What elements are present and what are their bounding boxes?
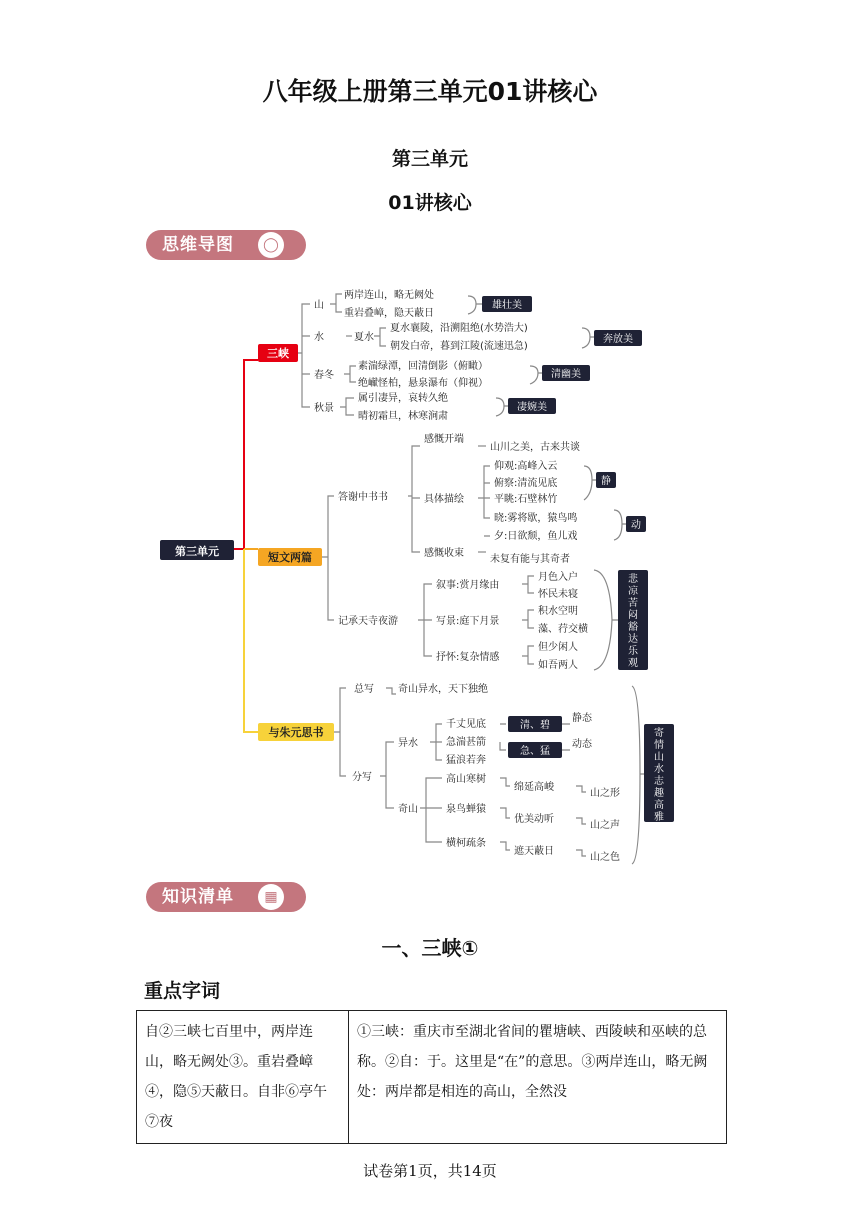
section-title: 一、三峡① (381, 936, 479, 960)
tag-jimeng: 急、猛 (520, 746, 550, 757)
mindmap-badge-label: 思维导图 (162, 235, 234, 255)
node-jituan: 急湍甚箭 (446, 737, 486, 748)
node-chundong-1: 素湍绿潭，回清倒影（俯瞰） (358, 361, 488, 372)
tag-qiwan: 凄婉美 (517, 402, 547, 413)
node-qianzhang: 千丈见底 (446, 719, 486, 730)
tag-jing: 静 (601, 476, 611, 487)
branch-zhuyuansi: 与朱元思书 (268, 726, 324, 739)
tag-benfang: 奔放美 (603, 334, 633, 345)
node-youmei: 优美动听 (514, 814, 554, 825)
source-text-cell: 自②三峡七百里中，两岸连山，略无阙处③。重岩叠嶂④，隐⑤天蔽日。自非⑥亭午⑦夜 (137, 1011, 349, 1144)
mindmap (0, 270, 860, 880)
document-title: 八年级上册第三单元01讲核心 (262, 77, 598, 106)
node-fenxie: 分写 (352, 772, 372, 783)
node-shan: 山 (314, 300, 324, 311)
page-footer: 试卷第1页，共14页 (363, 1162, 497, 1180)
node-yuese: 月色入户 (538, 572, 578, 583)
node-zongxie: 总写 (354, 684, 374, 695)
node-gankai-shoushu: 感慨收束 (424, 548, 464, 559)
node-huaimin: 怀民未寝 (538, 589, 578, 600)
node-xiejing: 写景:庭下月景 (436, 616, 500, 627)
subsection-title: 重点字词 (144, 980, 221, 1002)
tag-qingbi: 清、碧 (520, 720, 550, 731)
node-ruwu: 如吾两人 (538, 660, 578, 671)
tag-xiongzhuang: 雄壮美 (492, 300, 522, 311)
node-qiujing: 秋景 (314, 403, 334, 414)
vocab-table (136, 1010, 727, 1144)
lecture-title: 01讲核心 (388, 192, 472, 214)
node-qishanyishui: 奇山异水，天下独绝 (398, 684, 488, 695)
node-chengtiansi: 记承天寺夜游 (338, 616, 398, 627)
node-pingtiao: 平眺:石壁林竹 (494, 494, 558, 505)
node-menglang: 猛浪若奔 (446, 755, 486, 766)
tag-jiqing: 寄情山水志趣高雅 (654, 728, 664, 823)
annotation-cell: ①三峡：重庆市至湖北省间的瞿塘峡、西陵峡和巫峡的总称。②自：于。这里是“在”的意思。③两岸连山，略无阙处：两岸都是相连的高山，全然没 (349, 1011, 727, 1144)
node-fucha: 俯察:清流见底 (494, 478, 558, 489)
node-shanchuan: 山川之美，古来共谈 (490, 442, 580, 453)
node-shui: 水 (314, 332, 324, 343)
node-weifu: 未复有能与其奇者 (490, 554, 570, 565)
node-yangguan: 仰观:高峰入云 (494, 461, 558, 472)
node-danshao: 但少闲人 (538, 642, 578, 653)
branch-sanxia: 三峡 (267, 347, 289, 360)
branch-duanwen: 短文两篇 (268, 551, 312, 564)
node-qiujing-2: 晴初霜旦，林寒涧肃 (358, 411, 448, 422)
node-zaoxing: 藻、荇交横 (538, 624, 588, 635)
node-xi: 夕:日欲颓，鱼儿戏 (494, 531, 578, 542)
node-quanniao: 泉鸟蝉猿 (446, 804, 486, 815)
node-mianyan: 绵延高峻 (514, 782, 554, 793)
node-shanzhisheng: 山之声 (590, 820, 620, 831)
tag-beiliang: 悲凉苦闷豁达乐观 (628, 574, 638, 669)
node-xiashui-1: 夏水襄陵，沿溯阻绝(水势浩大) (390, 323, 528, 334)
node-hengke: 横柯疏条 (446, 838, 486, 849)
node-chundong-2: 绝𪩘怪柏，悬泉瀑布（仰视） (358, 378, 488, 389)
node-xiao: 晓:雾将歇，猿鸟鸣 (494, 513, 578, 524)
mindmap-badge (146, 230, 306, 260)
node-shuhuai: 抒怀:复杂情感 (436, 652, 500, 663)
tag-dong: 动 (631, 520, 641, 531)
node-qiujing-1: 属引凄异，哀转久绝 (358, 393, 448, 404)
node-jishui: 积水空明 (538, 606, 578, 617)
node-jingtai: 静态 (572, 713, 592, 724)
node-juti-miaohui: 具体描绘 (424, 494, 464, 505)
node-zhetian: 遮天蔽日 (514, 846, 554, 857)
unit-title: 第三单元 (391, 148, 468, 170)
tag-qingyou: 清幽美 (551, 369, 581, 380)
knowledge-badge (146, 882, 306, 912)
node-shanzhise: 山之色 (590, 852, 620, 863)
mindmap-root: 第三单元 (175, 545, 219, 558)
node-xushi: 叙事:赏月缘由 (436, 580, 500, 591)
knowledge-badge-label: 知识清单 (162, 887, 234, 907)
node-yishui: 异水 (398, 738, 418, 749)
node-chundong: 春冬 (314, 370, 334, 381)
node-daxie: 答谢中书书 (338, 492, 388, 503)
notebook-icon: ▦ (258, 884, 284, 910)
node-gankai-kaiduan: 感慨开端 (424, 434, 464, 445)
node-qishan: 奇山 (398, 804, 418, 815)
node-shan-2: 重岩叠嶂，隐天蔽日 (344, 308, 434, 319)
node-dongtai: 动态 (572, 739, 592, 750)
node-shanzhixing: 山之形 (590, 788, 620, 799)
node-xiashui-2: 朝发白帝，暮到江陵(流速迅急) (390, 341, 528, 352)
node-gaoshan: 高山寒树 (446, 774, 486, 785)
table-row (137, 1011, 727, 1144)
node-shan-1: 两岸连山，略无阙处 (344, 290, 434, 301)
lightbulb-icon: ◯ (258, 232, 284, 258)
node-xiashui: 夏水 (354, 332, 374, 343)
